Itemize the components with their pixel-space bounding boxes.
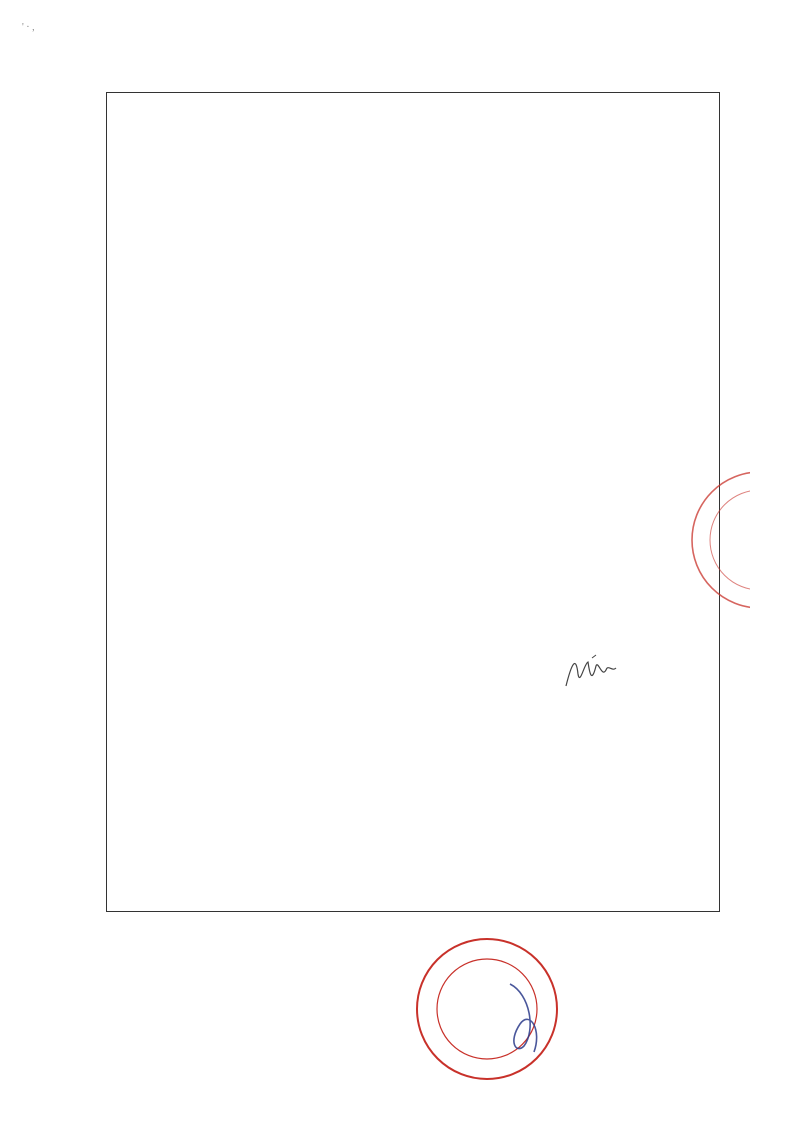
distributor-contact	[434, 109, 715, 120]
content-frame	[106, 92, 720, 912]
distributor	[426, 109, 715, 120]
manufacturer	[145, 109, 426, 120]
handwritten-initials	[562, 652, 622, 692]
margin-seal	[690, 460, 750, 620]
company-seal	[412, 934, 562, 1084]
scan-marks: ' · ,	[22, 22, 35, 33]
producer-block	[145, 109, 715, 120]
manufacturer-contact	[145, 109, 426, 120]
document-body	[145, 97, 715, 120]
